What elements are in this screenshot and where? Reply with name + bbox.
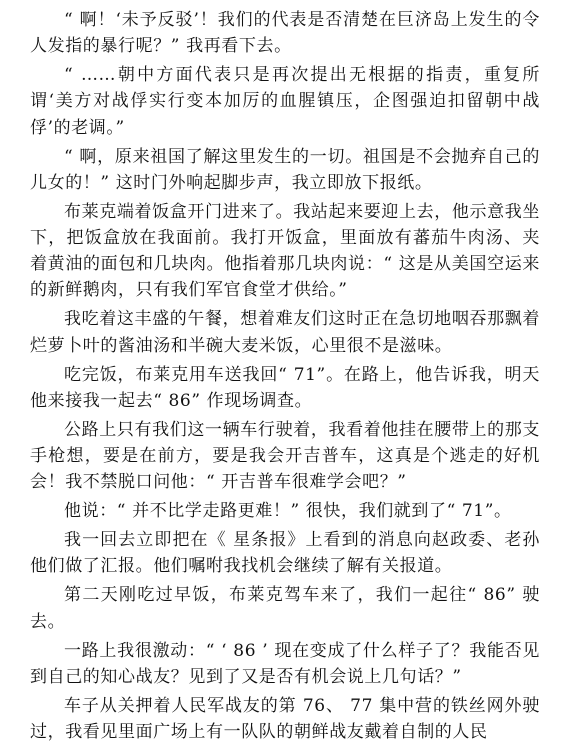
paragraph-8: 他说：“ 并不比学走路更难！” 很快，我们就到了“ 71”。 bbox=[64, 501, 512, 522]
paragraph-9: 我一回去立即把在《 星条报》上看到的消息向赵政委、老孙他们做了汇报。他们嘱咐我找机会继续了解有关报道。 bbox=[30, 530, 540, 577]
paragraph-2: “ ……朝中方面代表只是再次提出无根据的指责，重复所谓‘美方对战俘实行变本加厉的血腥镇压，企图强迫扣留朝中战俘’的老调。” bbox=[30, 65, 540, 138]
paragraph-11: 一路上我很激动：“ ‘ 86 ’ 现在变成了什么样子了？我能否见到自己的知心战友？见到了又是否有机会说上几句话？” bbox=[30, 640, 540, 687]
paragraph-6: 吃完饭，布莱克用车送我回“ 71”。在路上，他告诉我，明天他来接我一起去“ 86” 作现场调查。 bbox=[30, 364, 540, 411]
paragraph-1: “ 啊！‘未予反驳’！我们的代表是否清楚在巨济岛上发生的令人发指的暴行呢？” 我再看下去。 bbox=[30, 10, 540, 57]
paragraph-12: 车子从关押着人民军战友的第 76、 77 集中营的铁丝网外驶过，我看见里面广场上有一队队的朝鲜战友戴着自制的人民 bbox=[30, 695, 540, 743]
paragraph-7: 公路上只有我们这一辆车行驶着，我看着他挂在腰带上的那支手枪想，要是在前方，要是我会开吉普车，这真是个逃走的好机会！我不禁脱口问他：“ 开吉普车很难学会吧？” bbox=[30, 419, 540, 493]
paragraph-5: 我吃着这丰盛的午餐，想着难友们这时正在急切地咽吞那飘着烂萝卜叶的酱油汤和半碗大麦米饭，心里很不是滋味。 bbox=[30, 309, 540, 356]
book-page bbox=[30, 7, 540, 748]
paragraph-4: 布莱克端着饭盒开门进来了。我站起来要迎上去，他示意我坐下，把饭盒放在我面前。我打开饭盒，里面放有蕃茄牛肉汤、夹着黄油的面包和几块肉。他指着那几块肉说：“ 这是从美国空运来的新鲜鹅肉，只有我们军官食堂才供给。” bbox=[30, 201, 540, 301]
paragraph-3: “ 啊，原来祖国了解这里发生的一切。祖国是不会抛弃自己的儿女的！” 这时门外响起脚步声，我立即放下报纸。 bbox=[30, 146, 540, 193]
paragraph-10: 第二天刚吃过早饭，布莱克驾车来了，我们一起往“ 86” 驶去。 bbox=[30, 585, 540, 632]
